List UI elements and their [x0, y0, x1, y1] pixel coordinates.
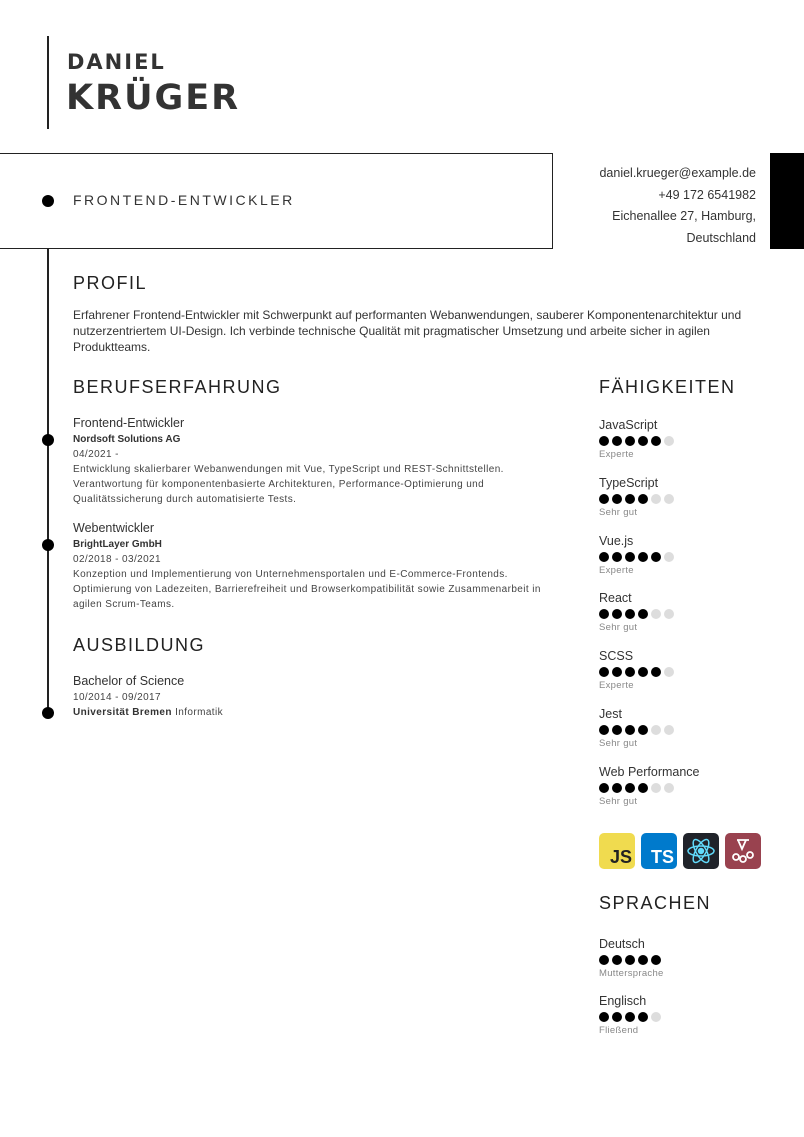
rating-dots — [599, 1012, 661, 1022]
name: Deutsch — [599, 937, 645, 951]
languages-heading: SPRACHEN — [599, 893, 712, 913]
rating-dot — [664, 783, 674, 793]
skill-item — [599, 707, 674, 749]
rating-dots — [599, 725, 674, 735]
last-name: KRÜGER — [66, 78, 241, 118]
rating-dot — [638, 494, 648, 504]
rating-dots — [599, 667, 674, 677]
rating-dot — [638, 1012, 648, 1022]
rating-dot — [612, 955, 622, 965]
email[interactable]: daniel.krueger@example.de — [599, 166, 756, 180]
rating-dots — [599, 494, 674, 504]
dates: 04/2021 - — [73, 449, 119, 460]
timeline-dot — [42, 539, 54, 551]
rating-dot — [664, 436, 674, 446]
name: SCSS — [599, 649, 634, 664]
rating-dot — [625, 609, 635, 619]
level: Sehr gut — [599, 506, 638, 518]
rating-dot — [612, 552, 622, 562]
rating-dot — [599, 783, 609, 793]
first-name: DANIEL — [67, 50, 166, 74]
rating-dot — [625, 494, 635, 504]
header-line — [47, 36, 49, 129]
rating-dot — [599, 609, 609, 619]
name: Jest — [599, 707, 622, 721]
rating-dot — [664, 725, 674, 735]
level: Sehr gut — [599, 738, 638, 749]
rating-dot — [625, 552, 635, 562]
rating-dot — [625, 1012, 635, 1022]
name: JavaScript — [599, 418, 658, 432]
rating-dot — [625, 436, 635, 446]
company: BrightLayer GmbH — [73, 539, 162, 550]
rating-dots — [599, 955, 664, 965]
degree: Bachelor of Science — [73, 674, 185, 688]
rating-dot — [638, 609, 648, 619]
skill-item — [599, 649, 674, 691]
school: Universität Bremen — [73, 707, 172, 718]
skills-heading: FÄHIGKEITEN — [599, 377, 736, 397]
rating-dot — [651, 725, 661, 735]
language-item — [599, 994, 661, 1036]
rating-dot — [625, 955, 635, 965]
rating-dot — [638, 783, 648, 793]
skill-item — [599, 418, 674, 460]
rating-dot — [638, 955, 648, 965]
address-line1: Eichenallee 27, Hamburg, — [612, 209, 756, 223]
name: Web Performance — [599, 764, 700, 779]
experience-heading: BERUFSERFAHRUNG — [73, 377, 282, 397]
timeline-dot — [42, 707, 54, 719]
rating-dot — [638, 667, 648, 677]
javascript-logo-icon: JS — [599, 833, 635, 869]
rating-dots — [599, 783, 700, 793]
education-heading: AUSBILDUNG — [73, 635, 206, 655]
rating-dot — [625, 725, 635, 735]
language-item — [599, 937, 664, 979]
tech-logos — [599, 833, 761, 869]
rating-dot — [651, 552, 661, 562]
phone[interactable]: +49 172 6541982 — [658, 187, 756, 202]
accent-bar — [770, 153, 804, 249]
typescript-logo-icon: TS — [641, 833, 677, 869]
profile-text: Erfahrener Frontend-Entwickler mit Schwerpunkt auf performanten Webanwendungen, sauberer Komponentenarchitektur und nutzerzentriertem UI-Design. Ich verbinde technische Qualität mit pragmatischer Umsetzung und arbeite sicher in agilen Produktteams. — [73, 308, 742, 354]
rating-dot — [651, 783, 661, 793]
rating-dot — [612, 494, 622, 504]
timeline-dot — [42, 434, 54, 446]
level: Muttersprache — [599, 968, 664, 979]
name: TypeScript — [599, 475, 659, 490]
dates: 02/2018 - 03/2021 — [73, 554, 161, 565]
description: Konzeption und Implementierung von Unternehmensportalen und E-Commerce-Frontends. Optimierung von Ladezeiten, Barrierefreiheit und Browserkompatibilität sowie Zusammenarbeit in agilen Scrum-Teams. — [73, 569, 541, 610]
rating-dot — [664, 667, 674, 677]
education-entry — [73, 673, 563, 720]
level: Experte — [599, 564, 634, 576]
rating-dot — [599, 494, 609, 504]
level: Sehr gut — [599, 622, 638, 634]
name: Englisch — [599, 994, 647, 1008]
address-line2: Deutschland — [686, 230, 756, 245]
rating-dot — [612, 783, 622, 793]
rating-dot — [651, 494, 661, 504]
contact-info — [599, 163, 756, 249]
job-title: FRONTEND-ENTWICKLER — [73, 192, 295, 208]
rating-dot — [625, 783, 635, 793]
skill-item — [599, 591, 674, 633]
experience-entry — [73, 520, 563, 612]
experience-entry — [73, 415, 563, 507]
level: Experte — [599, 449, 634, 460]
rating-dot — [651, 436, 661, 446]
rating-dot — [651, 609, 661, 619]
skill-item — [599, 534, 674, 576]
company: Nordsoft Solutions AG — [73, 434, 181, 445]
skill-item — [599, 476, 674, 518]
level: Experte — [599, 680, 634, 692]
bullet-dot — [42, 195, 54, 207]
rating-dot — [612, 667, 622, 677]
rating-dot — [651, 667, 661, 677]
job-role: Frontend-Entwickler — [73, 416, 185, 430]
rating-dot — [612, 725, 622, 735]
rating-dots — [599, 436, 674, 446]
rating-dot — [651, 955, 661, 965]
rating-dot — [664, 609, 674, 619]
rating-dot — [625, 667, 635, 677]
dates: 10/2014 - 09/2017 — [73, 692, 161, 703]
rating-dot — [599, 1012, 609, 1022]
level: Fließend — [599, 1025, 639, 1036]
rating-dot — [599, 725, 609, 735]
name: React — [599, 591, 632, 606]
jest-logo-icon — [725, 833, 761, 869]
rating-dot — [599, 436, 609, 446]
rating-dot — [664, 494, 674, 504]
rating-dot — [612, 1012, 622, 1022]
level: Sehr gut — [599, 795, 638, 807]
rating-dot — [651, 1012, 661, 1022]
job-role: Webentwickler — [73, 521, 155, 535]
rating-dot — [612, 436, 622, 446]
description: Entwicklung skalierbarer Webanwendungen mit Vue, TypeScript und REST-Schnittstellen. Verantwortung für komponentenbasierte Architekturen, Performance-Optimierung und Qualitätssicherung durch automatisierte Tests. — [73, 464, 504, 505]
rating-dot — [599, 955, 609, 965]
rating-dot — [612, 609, 622, 619]
rating-dot — [638, 436, 648, 446]
profile-heading: PROFIL — [73, 273, 148, 293]
rating-dot — [638, 552, 648, 562]
field: Informatik — [175, 707, 223, 718]
rating-dot — [599, 667, 609, 677]
skill-item — [599, 765, 700, 807]
rating-dot — [638, 725, 648, 735]
rating-dots — [599, 552, 674, 562]
rating-dots — [599, 609, 674, 619]
react-logo-icon — [683, 833, 719, 869]
name: Vue.js — [599, 533, 634, 548]
rating-dot — [599, 552, 609, 562]
timeline-line — [47, 248, 49, 714]
rating-dot — [664, 552, 674, 562]
